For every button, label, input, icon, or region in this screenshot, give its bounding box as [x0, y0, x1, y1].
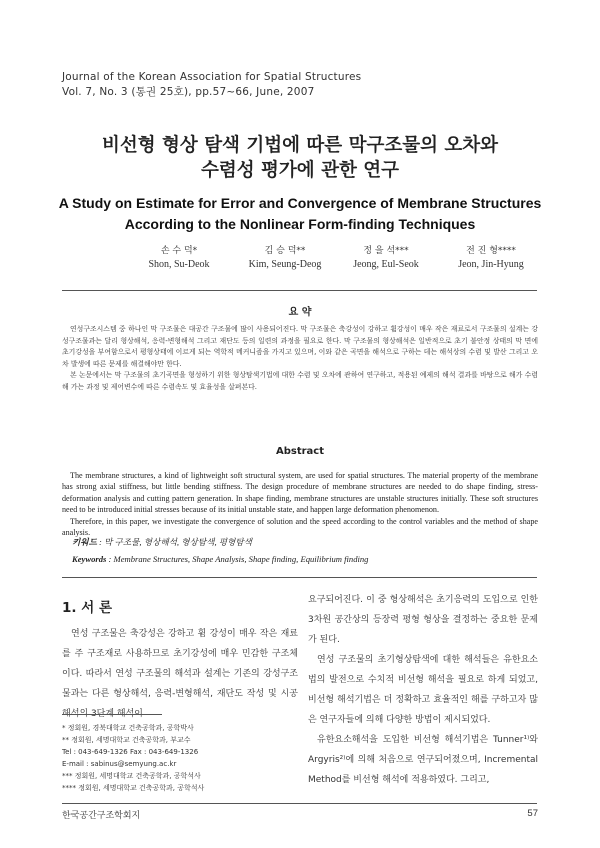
section-heading	[62, 596, 112, 616]
section-title: 서 론	[81, 600, 113, 616]
footer-divider	[62, 803, 537, 804]
footnote-divider	[62, 714, 162, 715]
english-abstract	[62, 470, 538, 538]
footnote-3: Tel : 043-649-1326 Fax : 043-649-1326	[62, 748, 199, 756]
intro-paragraph-2: 요구되어진다. 이 중 형상해석은 초기응력의 도입으로 인한 3차원 공간상의 등장력 평형 형상을 결정하는 중요한 문제가 된다.	[308, 595, 538, 645]
english-title-line-1: A Study on Estimate for Error and Convergence of Membrane Structures	[58, 195, 542, 211]
left-column	[62, 624, 298, 724]
keywords-english-label: Keywords	[72, 554, 107, 564]
author-4-english: Jeon, Jin-Hyung	[458, 259, 524, 270]
journal-name: Journal of the Korean Association for Spatial Structures	[62, 71, 362, 83]
intro-paragraph-1: 연성 구조물은 축강성은 강하고 휨 강성이 매우 작은 재료를 주 구조재로 사용하므로 초기강성에 매우 민감한 구조체이다. 따라서 연성 구조물의 해석과 설계는 기존의 강성구조물과는 다른 형상해석, 응력-변형해석, 재단도 작성 및 시공해석의 3단계 해석이	[62, 629, 298, 719]
keywords-english-text: Membrane Structures, Shape Analysis, Shape finding, Equilibrium finding	[113, 554, 369, 564]
divider-bottom	[62, 577, 537, 578]
journal-header	[62, 70, 361, 100]
keywords-korean: 키워드 : 막 구조물, 형상해석, 형상탐색, 평형탐색	[72, 537, 252, 547]
footnote-2: ** 정회원, 세명대학교 건축공학과, 부교수	[62, 736, 191, 744]
korean-summary-paragraph-2: 본 논문에서는 막 구조물의 초기곡면을 형성하기 위한 형상탐색기법에 대한 수렴 및 오차에 관하여 연구하고, 적용된 예제의 해석 결과를 바탕으로 해가 수렴해 가는 과정 및 제어변수에 따른 수렴속도 및 효율성을 살펴본다.	[62, 371, 538, 391]
right-column	[308, 590, 538, 790]
footnote-5: *** 정회원, 세명대학교 건축공학과, 공학석사	[62, 772, 201, 780]
author-2-korean: 김 승 덕**	[264, 246, 306, 256]
divider-top	[62, 290, 537, 291]
author-1-korean: 손 수 덕*	[160, 246, 198, 256]
korean-summary-paragraph-1: 연성구조시스템 중 하나인 막 구조물은 대공간 구조물에 많이 사용되어진다. 막 구조물은 축강성이 강하고 휨강성이 매우 작은 재료로서 구조물의 설계는 강성구조물과는 달리 형상해석, 응력-변형해석 그리고 재단도 등의 일련의 과정을 필요로 한다. 막 구조물의 형상해석은 일반적으로 초기 불안정 상태의 막 면에 초기강성을 부여함으로서 평형상태에 이르게 되는 역학적 메커니즘을 가지고 있으며, 이와 같은 곡면을 해석으로 구하는 데는 해석상의 수렴 및 발산 그리고 오차 발생에 따른 문제를 해결해야만 한다.	[62, 325, 538, 368]
page-number: 57	[527, 808, 538, 819]
english-title-line-2: According to the Nonlinear Form-finding Techniques	[124, 216, 476, 232]
footnote-6: **** 정회원, 세명대학교 건축공학과, 공학석사	[62, 784, 205, 792]
author-4	[421, 245, 561, 271]
keywords-english: Keywords : Membrane Structures, Shape Analysis, Shape finding, Equilibrium finding	[72, 554, 369, 564]
author-1-english: Shon, Su-Deok	[148, 259, 210, 270]
author-3-korean: 정 을 석***	[363, 246, 409, 256]
footer-journal-name: 한국공간구조학회지	[62, 811, 141, 821]
abstract-heading: Abstract	[275, 446, 325, 457]
author-2-english: Kim, Seung-Deog	[248, 259, 322, 270]
keywords-korean-label: 키워드	[72, 537, 97, 547]
footnotes	[62, 722, 302, 794]
korean-title-line-2: 수렴성 평가에 관한 연구	[200, 160, 400, 181]
journal-volume: Vol. 7, No. 3 (통권 25호), pp.57~66, June, 2007	[62, 86, 315, 98]
summary-heading: 요 약	[288, 307, 312, 318]
footnote-1: * 정회원, 경북대학교 건축공학과, 공학박사	[62, 724, 194, 732]
author-4-korean: 전 진 형****	[466, 246, 516, 256]
intro-paragraph-3: 연성 구조물의 초기형상탐색에 대한 해석들은 유한요소법의 발전으로 수치적 비선형 해석을 필요로 하게 되었고, 비선형 해석기법은 더 정확하고 효율적인 해를 구하고자 많은 연구자들에 의해 다양한 방법이 제시되었다.	[308, 655, 538, 725]
korean-summary	[62, 324, 538, 394]
author-3-english: Jeong, Eul-Seok	[353, 259, 419, 270]
abstract-paragraph-2: Therefore, in this paper, we investigate the convergence of solution and the speed according to the control variables and the method of shape analysis.	[62, 516, 538, 538]
section-number: 1.	[62, 600, 77, 616]
keywords-korean-text: 막 구조물, 형상해석, 형상탐색, 평형탐색	[104, 537, 252, 547]
korean-title-line-1: 비선형 형상 탐색 기법에 따른 막구조물의 오차와	[101, 135, 499, 156]
intro-paragraph-4: 유한요소해석을 도입한 비선형 해석기법은 Tunner¹⁾와 Argyris²⁾에 의해 처음으로 연구되어졌으며, Incremental Method를 비선형 해석에 적용하였다. 그리고,	[308, 735, 538, 785]
abstract-paragraph-1: The membrane structures, a kind of lightweight soft structural system, are used for spatial structures. The material property of the membrane has strong axial stiffness, but little bending stiffness. The design procedure of membrane structures are needed to do shape finding, stress-deformation analysis and cutting pattern generation. In shape finding, membrane structures are unstable structures initially. These soft structures need to be introduced initial stresses because of its initial unstable state, and happen large deformation phenomenon.	[62, 471, 538, 515]
footnote-4: E-mail : sabinus@semyung.ac.kr	[62, 760, 177, 768]
